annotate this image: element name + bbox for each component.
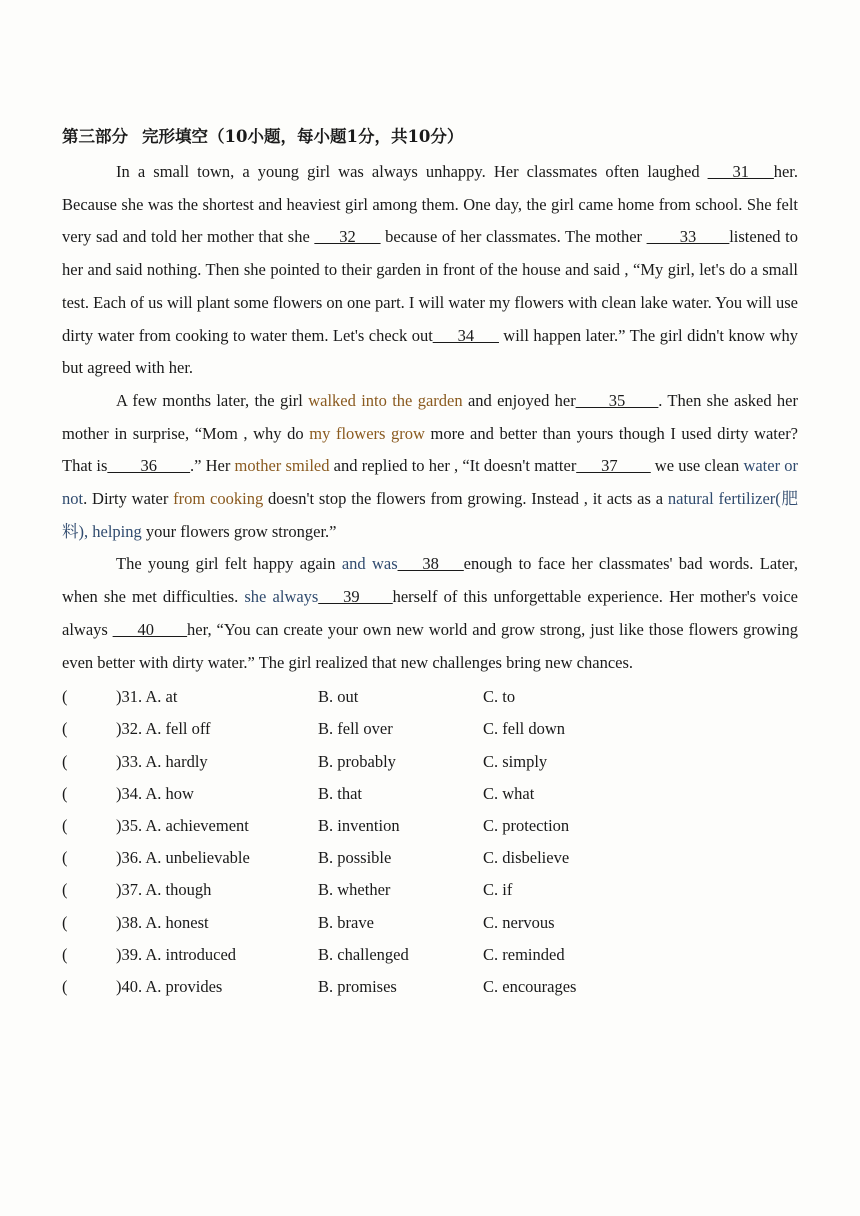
option-a: )35. A. achievement bbox=[116, 816, 249, 835]
question-row bbox=[62, 874, 798, 906]
passage-text: her. Because she was the shortest and heaviest girl among them. One day, the girl came home from school. She felt very sad and told her mother that she bbox=[62, 162, 798, 247]
highlighted-text: walked into the garden bbox=[308, 390, 463, 410]
answer-blank: ___38___ bbox=[397, 554, 464, 574]
question-row bbox=[62, 971, 798, 1003]
answer-blank: ____33____ bbox=[646, 227, 730, 247]
option-c: C. fell down bbox=[483, 719, 566, 739]
option-b: B. that bbox=[318, 783, 362, 803]
passage-text: A few months later, the girl bbox=[116, 390, 309, 410]
passage-text: herself of this unforgettable experience. Her mother's voice always bbox=[62, 587, 798, 639]
passage-text: The young girl felt happy again bbox=[116, 554, 342, 574]
option-b: B. probably bbox=[318, 751, 396, 771]
passage-text: and enjoyed her bbox=[462, 390, 576, 410]
answer-blank: ____35____ bbox=[575, 390, 659, 410]
option-b: B. out bbox=[318, 687, 359, 707]
passage-text: more and better than yours though I used dirty water? That is bbox=[62, 423, 799, 476]
question-list bbox=[62, 681, 798, 1003]
question-row bbox=[62, 713, 798, 745]
option-a: )37. A. though bbox=[116, 880, 212, 900]
passage-text: . Then she asked her mother in surprise, “Mom , why do bbox=[62, 390, 798, 443]
passage-paragraph bbox=[62, 548, 798, 679]
passage-text: because of her classmates. The mother bbox=[380, 227, 647, 247]
option-c: C. if bbox=[483, 880, 513, 900]
highlighted-text: and was bbox=[341, 554, 398, 574]
option-a: )34. A. how bbox=[116, 783, 194, 803]
question-row bbox=[62, 939, 798, 971]
passage-text: we use clean bbox=[650, 456, 744, 476]
section-heading bbox=[62, 122, 798, 152]
option-a: )39. A. introduced bbox=[116, 944, 237, 964]
answer-paren: ( bbox=[62, 687, 68, 707]
passage-text: will happen later.” The girl didn't know why but agreed with her. bbox=[62, 325, 798, 378]
question-row bbox=[62, 746, 798, 778]
highlighted-text: from cooking bbox=[173, 489, 264, 509]
question-row bbox=[62, 907, 798, 939]
question-row bbox=[62, 681, 798, 713]
answer-blank: ___34___ bbox=[432, 325, 499, 345]
option-c: C. disbelieve bbox=[483, 848, 570, 868]
passage-text: listened to her and said nothing. Then she pointed to their garden in front of the house and said , “My girl, let's do a small test. Each of us will plant some flowers on one part. I will water my flowers with clean lake water. You will use dirty water from cooking to water them. Let's check out bbox=[62, 227, 798, 345]
answer-paren: ( bbox=[62, 751, 68, 771]
passage-paragraph bbox=[62, 156, 798, 385]
option-c: C. reminded bbox=[483, 944, 565, 964]
passage-paragraph bbox=[62, 385, 798, 549]
passage-text: enough to face her classmates' bad words. Later, when she met difficulties. bbox=[62, 554, 799, 607]
option-b: B. challenged bbox=[318, 944, 409, 964]
option-a: )38. A. honest bbox=[116, 912, 209, 932]
highlighted-text: natural fertilizer(肥料), helping bbox=[62, 489, 798, 541]
answer-blank: ___31___ bbox=[707, 162, 774, 181]
answer-paren: ( bbox=[62, 783, 68, 803]
passage-text: doesn't stop the flowers from growing. Instead , it acts as a bbox=[263, 489, 668, 509]
passage-text: and replied to her , “It doesn't matter bbox=[329, 456, 577, 476]
answer-paren: ( bbox=[62, 944, 68, 964]
answer-paren: ( bbox=[62, 848, 68, 868]
highlighted-text: she always bbox=[244, 587, 319, 607]
option-b: B. invention bbox=[318, 816, 400, 835]
answer-blank: ___37____ bbox=[576, 456, 651, 476]
option-b: B. brave bbox=[318, 912, 374, 932]
option-a: )40. A. provides bbox=[116, 976, 223, 996]
answer-paren: ( bbox=[62, 719, 68, 739]
answer-paren: ( bbox=[62, 816, 68, 835]
option-a: )36. A. unbelievable bbox=[116, 848, 250, 868]
cloze-passage bbox=[62, 156, 798, 679]
option-c: C. nervous bbox=[483, 912, 555, 932]
passage-text: . Dirty water bbox=[83, 489, 174, 509]
option-c: C. protection bbox=[483, 816, 570, 835]
option-a: )32. A. fell off bbox=[116, 719, 211, 739]
section-title: 完形填空（10小题，每小题1分，共10分） bbox=[142, 127, 464, 146]
question-row bbox=[62, 810, 798, 842]
highlighted-text: water or not bbox=[62, 456, 799, 509]
highlighted-text: mother smiled bbox=[234, 456, 330, 476]
exam-page bbox=[62, 122, 798, 1003]
answer-blank: ___32___ bbox=[314, 227, 381, 247]
answer-blank: ___39____ bbox=[318, 587, 393, 607]
option-b: B. promises bbox=[318, 976, 397, 996]
answer-paren: ( bbox=[62, 912, 68, 932]
answer-blank: ___40____ bbox=[112, 619, 188, 639]
passage-text: .” Her bbox=[189, 456, 235, 476]
option-b: B. whether bbox=[318, 880, 391, 900]
passage-text: her, “You can create your own new world and grow strong, just like those flowers growing even better with dirty water.” The girl realized that new challenges bring new chances. bbox=[62, 619, 798, 672]
question-row bbox=[62, 778, 798, 810]
option-a: )31. A. at bbox=[116, 687, 178, 707]
option-b: B. possible bbox=[318, 848, 392, 868]
option-a: )33. A. hardly bbox=[116, 751, 208, 771]
answer-paren: ( bbox=[62, 880, 68, 900]
option-c: C. encourages bbox=[483, 976, 577, 996]
option-c: C. simply bbox=[483, 751, 548, 771]
option-c: C. what bbox=[483, 783, 535, 803]
option-b: B. fell over bbox=[318, 719, 393, 739]
passage-text: your flowers grow stronger.” bbox=[141, 521, 337, 541]
highlighted-text: my flowers grow bbox=[309, 423, 425, 443]
answer-blank: ____36____ bbox=[107, 456, 190, 476]
question-row bbox=[62, 842, 798, 874]
section-part: 第三部分 bbox=[62, 127, 128, 146]
passage-text: In a small town, a young girl was always unhappy. Her classmates often laughed bbox=[116, 162, 708, 181]
answer-paren: ( bbox=[62, 976, 68, 996]
option-c: C. to bbox=[483, 687, 516, 707]
